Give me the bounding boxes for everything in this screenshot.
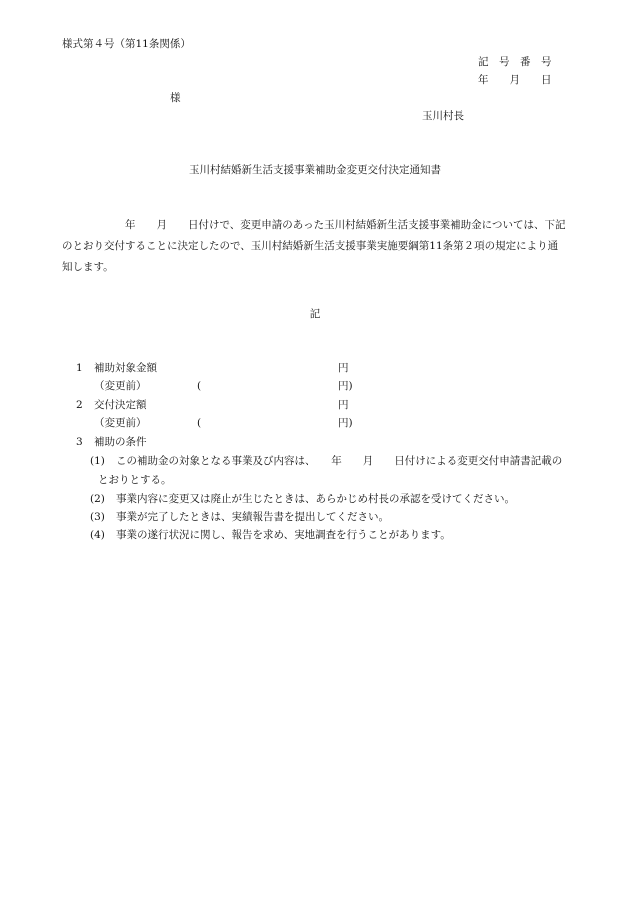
issue-date: 年 月 日 <box>478 74 552 86</box>
item1-label: 補助対象金額 <box>94 362 157 374</box>
ki-heading: 記 <box>309 308 321 320</box>
condition-number: (2) <box>90 493 105 505</box>
form-number: 様式第４号（第11条関係） <box>62 38 191 50</box>
condition-text: 事業が完了したときは、実績報告書を提出してください。 <box>116 511 389 523</box>
condition-text: 事業の遂行状況に関し、報告を求め、実地調査を行うことがあります。 <box>116 529 451 541</box>
item2-label: 交付決定額 <box>94 399 147 411</box>
condition-number: (1) <box>90 455 105 467</box>
item1-unit: 円 <box>338 362 349 374</box>
item2-change-label: （変更前） <box>94 417 147 429</box>
item2-change-paren: ( <box>197 417 202 429</box>
item3-label: 補助の条件 <box>94 436 147 448</box>
body-text: 年 月 日付けで、変更申請のあった玉川村結婚新生活支援事業補助金については、下記のとおり交付することに決定したので、玉川村結婚新生活支援事業実施要綱第11条第２項の規定により通知します。 <box>62 219 566 273</box>
sender-name: 玉川村長 <box>422 110 464 122</box>
item1-change-label: （変更前） <box>94 380 147 392</box>
item2-change-unit: 円) <box>338 417 353 429</box>
condition-number: (3) <box>90 511 105 523</box>
item1-change-unit: 円) <box>338 380 353 392</box>
condition-number: (4) <box>90 529 105 541</box>
item3-number: 3 <box>76 436 83 448</box>
item2-number: 2 <box>76 399 83 411</box>
addressee-suffix: 様 <box>170 92 181 104</box>
condition-text-continued: とおりとする。 <box>98 474 172 486</box>
reference-number: 記 号 番 号 <box>478 56 552 68</box>
item2-unit: 円 <box>338 399 349 411</box>
document-title: 玉川村結婚新生活支援事業補助金変更交付決定通知書 <box>189 164 441 176</box>
item1-change-paren: ( <box>197 380 202 392</box>
condition-text: この補助金の対象となる事業及び内容は、 年 月 日付けによる変更交付申請書記載の <box>116 455 563 467</box>
condition-text: 事業内容に変更又は廃止が生じたときは、あらかじめ村長の承認を受けてください。 <box>116 493 515 505</box>
item1-number: 1 <box>76 362 83 374</box>
body-paragraph <box>62 215 567 278</box>
